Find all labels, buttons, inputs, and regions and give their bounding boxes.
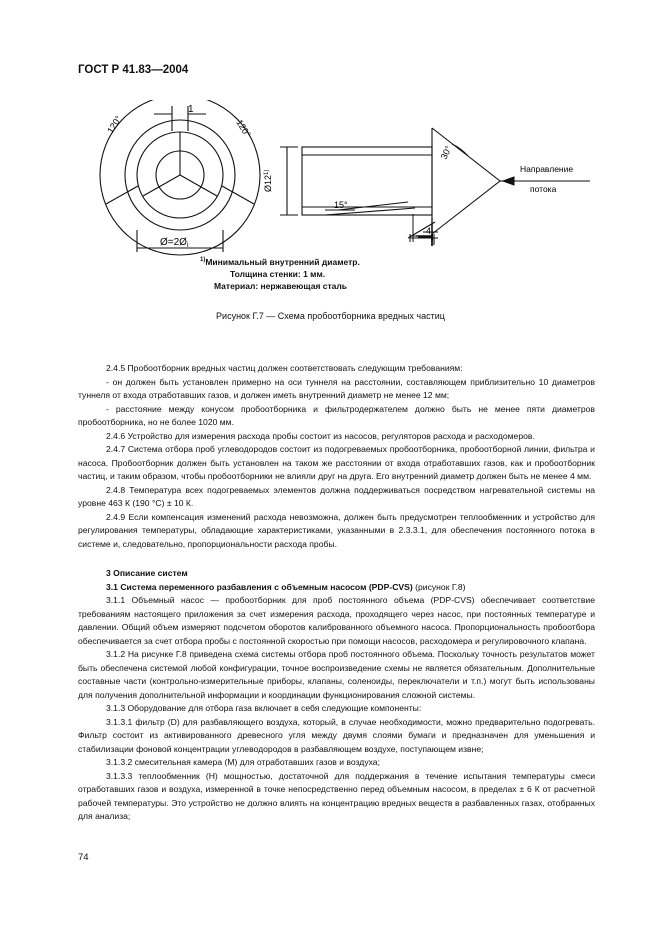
dimension-12-main: Ø12 [263,174,273,192]
flow-direction-line1: Направление [520,164,574,174]
paragraph-bullet-2: - расстояние между конусом пробоотборника и фильтродержателем должно быть не менее пяти диаметров пробоотборника, но не более 1020 мм. [78,403,595,427]
figure-note-line2: Толщина стенки: 1 мм. [230,268,326,279]
dimension-diameter-sub: i [186,242,189,249]
section-heading-3-1-bold: 3.1 Система переменного разбавления с объемным насосом (PDP-CVS) [106,581,413,592]
dimension-diameter-main: Ø=2Ø [160,237,187,248]
paragraph-3-1-2: 3.1.2 На рисунке Г.8 приведена схема системы отбора проб постоянного объема. Поскольку точность результатов может быть обеспечена системой любой конфигурации, точное воспроизведение схемы не является обязательным. Дополнительные составные части (контрольно-измерительные приборы, клапаны, соленоиды, переключатели и т.п.) могут быть использованы для получения дополнительной информации и координации функционирования сложной системы. [78,649,595,700]
dimension-12-label [263,170,273,192]
paragraph-bullet-1: - он должен быть установлен примерно на оси туннеля на расстоянии, составляющем приблизительно 10 диаметров туннеля от входа отработавших газов, и должен иметь внутренний диаметр не менее 12 мм; [78,376,595,400]
footnote-mark: 1) [200,257,206,263]
angle-30-label: 30° [438,144,454,161]
paragraph-2-4-7: 2.4.7 Система отбора проб углеводородов состоит из подогреваемых пробоотборника, пробоотборной линии, фильтра и насоса. Пробоотборник должен быть установлен на таком же расстоянии от входа отработавших газов, как и пробоотборник частиц, и таким образом, чтобы пробоотборники не влияли друг на друга. Его внутренний диаметр должен быть не менее 4 мм. [78,444,595,481]
dimension-12-sup: 1) [264,169,270,175]
angle-15-label: 15° [334,200,348,210]
dimension-wall-label: 1 [188,104,194,115]
figure-note-line1 [200,254,360,268]
probe-dimension-lines [338,128,432,245]
dimension-4-label: 4 [426,226,432,236]
standard-header: ГОСТ Р 41.83—2004 [78,64,189,76]
paragraph-3-1-3-2: 3.1.3.2 смесительная камера (М) для отработавших газов и воздуха; [106,757,380,767]
angle-120-left-label: 120° [105,113,124,136]
section-heading-3-1-rest: (рисунок Г.8) [412,581,466,592]
paragraph-3-1-1: 3.1.1 Объемный насос — пробоотборник для проб постоянного объема (PDP-CVS) обеспечивает соответствие требованиям настоящего приложения за счет измерения расхода, проходящего через насос, при постоянных температуре и давлении. Общий объем измеряют подсчетом оборотов калиброванного объемного насоса. Пропорциональность пробоотбора обеспечивается за счет отбора пробы с постоянной скоростью при помощи насосов, расходомера и регулировочного клапана. [78,595,595,646]
angle-120-right-label: 120° [234,117,253,139]
body-text [78,362,595,824]
flow-direction-line2: потока [530,184,557,194]
paragraph-3-1-3-3: 3.1.3.3 теплообменник (Н) мощностью, достаточной для поддержания в течение испытания температуры смеси отработавших газов и воздуха, измеренной в точке непосредственно перед объемным насосом, в пределах ± 6 К от расчетной рабочей температуры. Это устройство не должно влиять на концентрацию вредных веществ в разбавленных газах, отобранных для анализа; [78,770,595,821]
paragraph-3-1-3-1: 3.1.3.1 фильтр (D) для разбавляющего воздуха, который, в случае необходимости, можно предварительно подогревать. Фильтр состоит из активированного древесного угля между двумя слоями бумаги и предназначен для уменьшения и стабилизации фоновой концентрации углеводородов в разбавляющем воздухе, поступающем извне; [78,716,595,754]
paragraph-2-4-6: 2.4.6 Устройство для измерения расхода пробы состоит из насосов, регуляторов расхода и расходомеров. [106,430,535,441]
paragraph-2-4-9: 2.4.9 Если компенсация изменений расхода невозможна, должен быть предусмотрен теплообменник и устройство для регулирования температуры, обладающие характеристиками, указанными в 2.3.3.1, для обеспечения постоянного потока в системе и, следовательно, пропорциональности расхода пробы. [78,511,595,549]
section-heading-3-1 [78,581,595,595]
figure-note-line3: Материал: нержавеющая сталь [214,280,348,291]
figure-note-text1: Минимальный внутренний диаметр. [205,256,360,267]
paragraph-2-4-5: 2.4.5 Пробоотборник вредных частиц должен соответствовать следующим требованиям: [106,363,463,373]
page-number: 74 [78,852,89,863]
figure-caption: Рисунок Г.7 — Схема пробоотборника вредных частиц [216,311,445,321]
section-heading-3: 3 Описание систем [106,568,188,578]
dimension-diameter-label [160,237,189,249]
paragraph-3-1-3: 3.1.3 Оборудование для отбора газа включает в себя следующие компоненты: [106,703,422,713]
figure-notes [200,254,360,292]
flow-direction-arrow-icon [503,177,515,185]
paragraph-2-4-8: 2.4.8 Температура всех подогреваемых элементов должна поддерживаться посредством нагревательной системы на уровне 463 К (190 °С) ± 10 К. [78,484,595,508]
